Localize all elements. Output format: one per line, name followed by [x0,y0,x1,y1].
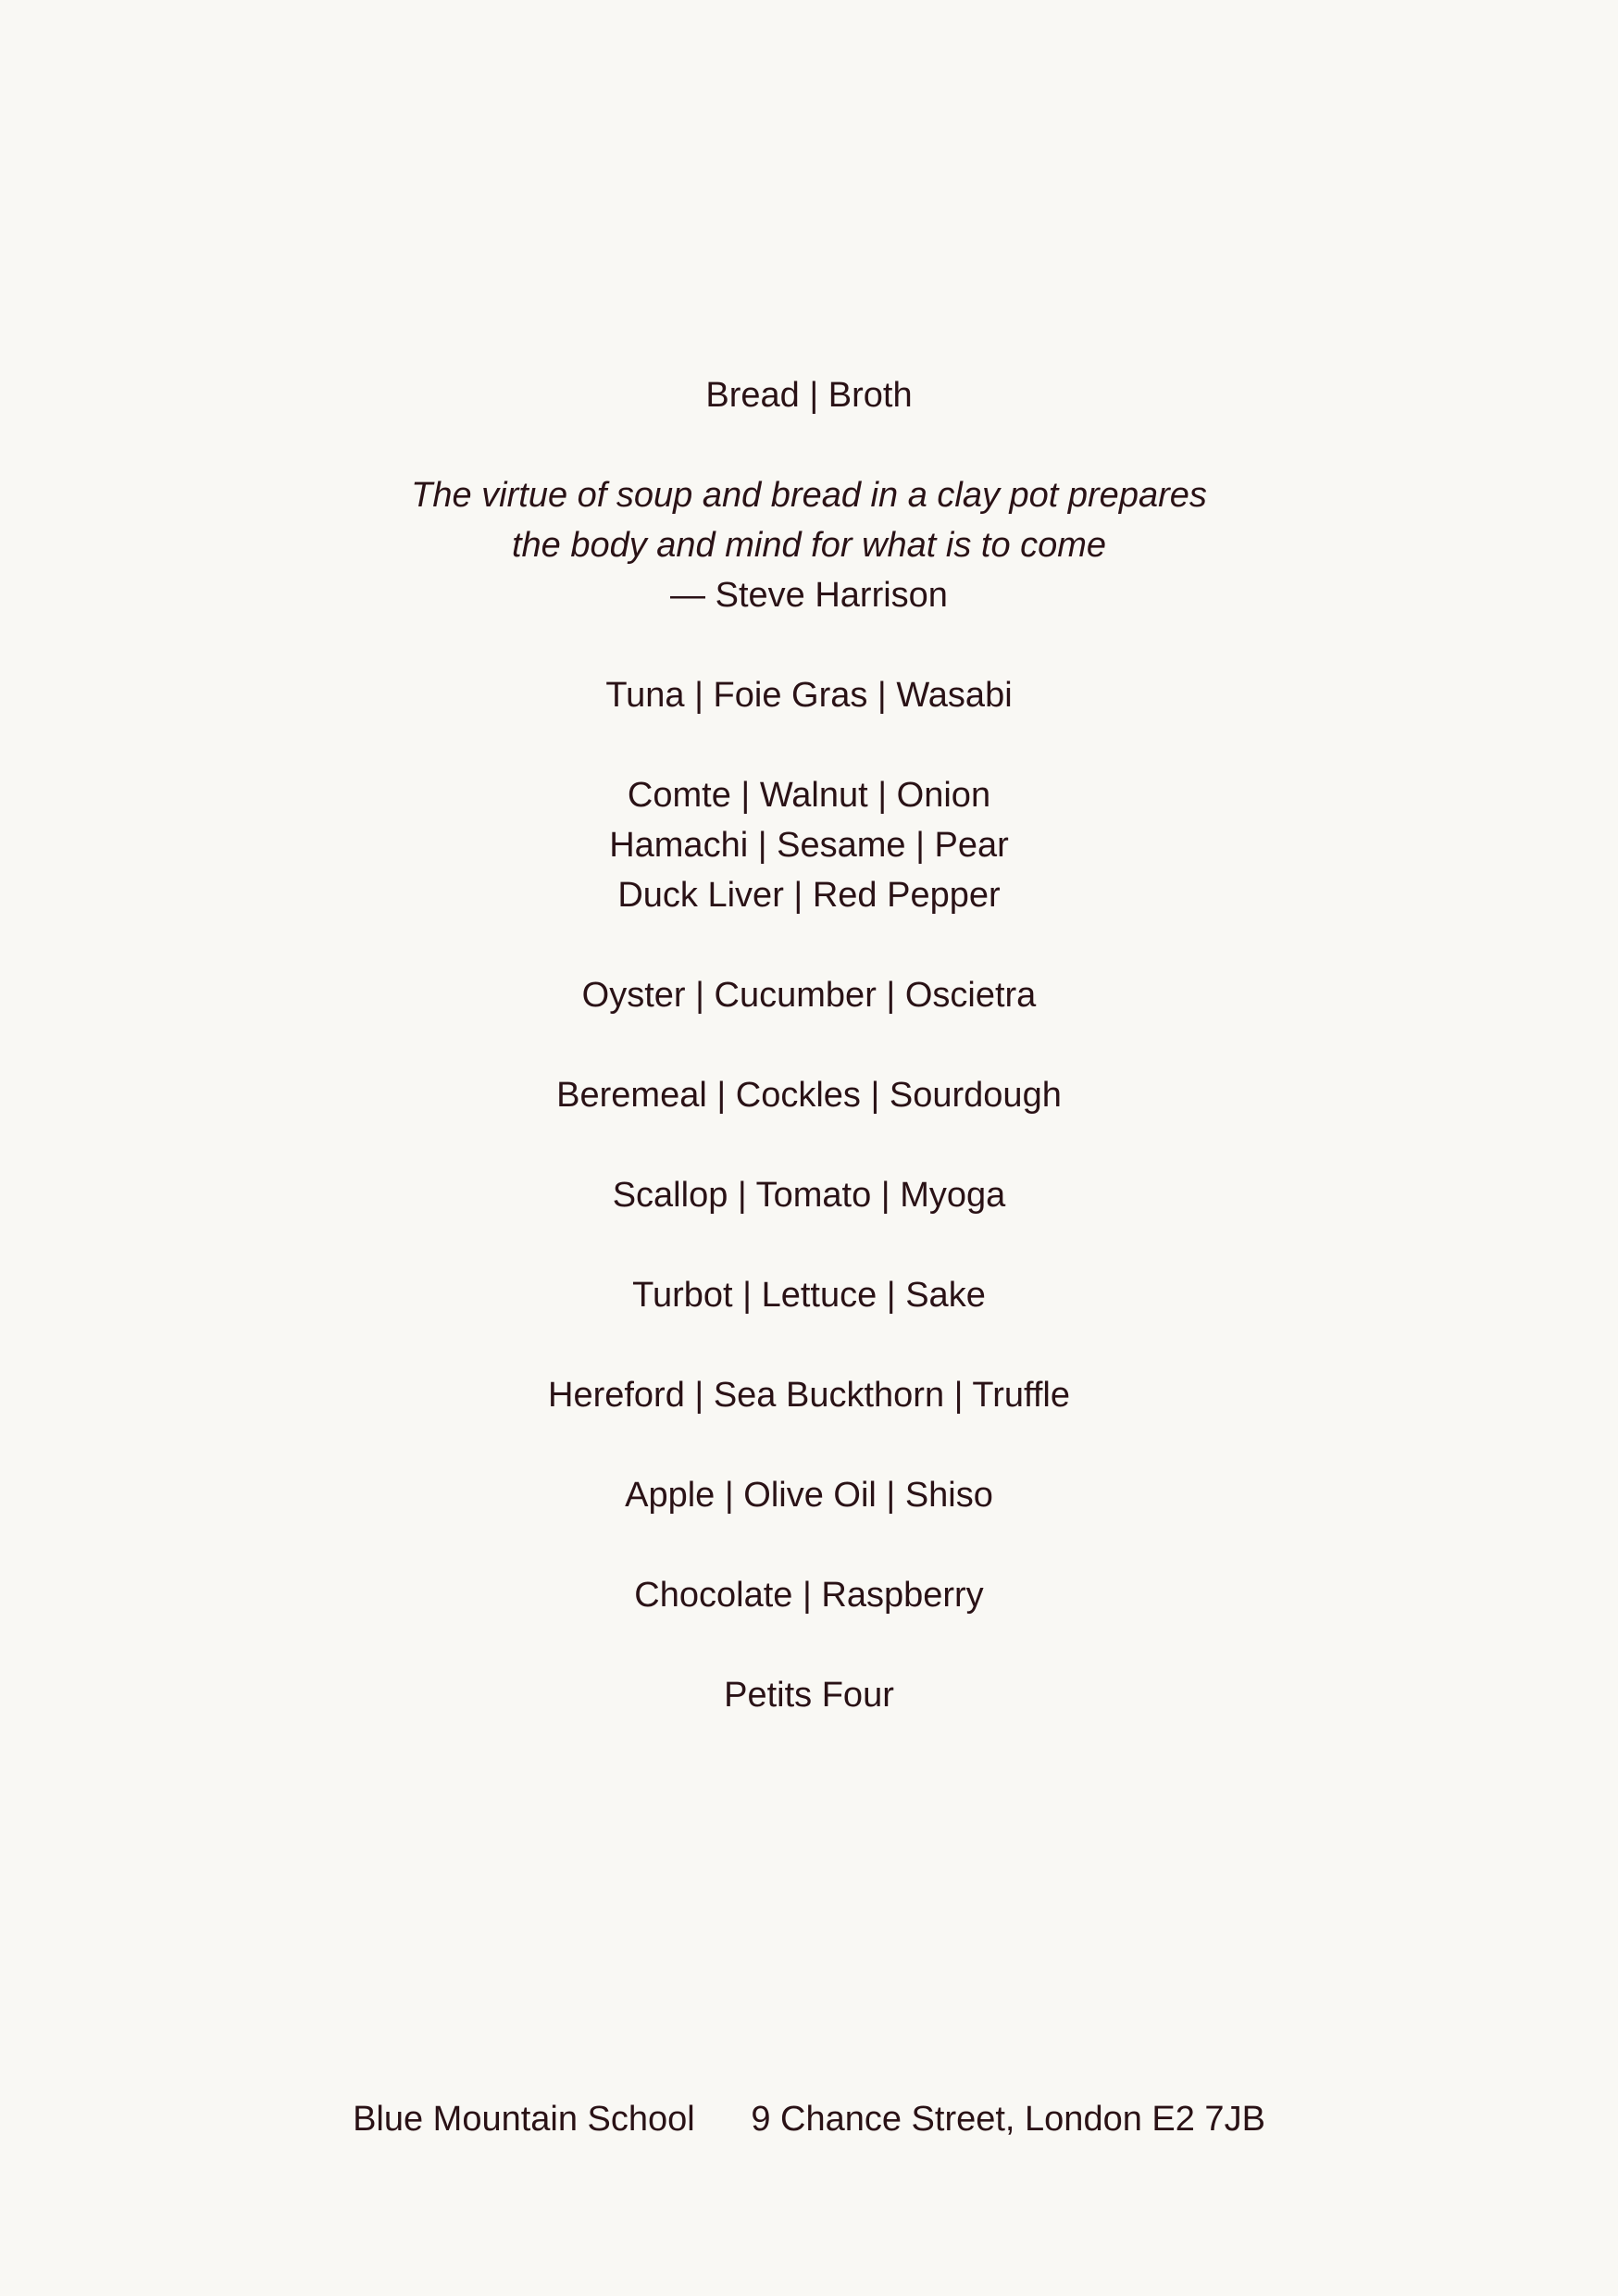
course-scallop: Scallop | Tomato | Myoga [612,1176,1006,1215]
course-tuna: Tuna | Foie Gras | Wasabi [605,676,1013,715]
course-line-hamachi: Hamachi | Sesame | Pear [609,826,1009,865]
course-chocolate: Chocolate | Raspberry [634,1576,984,1615]
tasting-menu [0,370,1618,1770]
course-petits-four: Petits Four [724,1676,894,1715]
menu-footer [0,2094,1618,2144]
course-bread-broth: Bread | Broth [705,376,913,415]
course-hereford: Hereford | Sea Buckthorn | Truffle [548,1376,1070,1415]
course-beremeal: Beremeal | Cockles | Sourdough [556,1076,1062,1115]
course-line-duck-liver: Duck Liver | Red Pepper [617,876,1001,915]
course-snacks [0,770,1618,920]
quote-line-2: the body and mind for what is to come [511,526,1107,565]
menu-quote [0,470,1618,620]
quote-attribution: — Steve Harrison [670,576,948,615]
course-line-comte: Comte | Walnut | Onion [627,776,991,815]
venue-name: Blue Mountain School [353,2100,695,2139]
course-oyster: Oyster | Cucumber | Oscietra [581,976,1037,1015]
course-apple: Apple | Olive Oil | Shiso [625,1476,993,1515]
quote-line-1: The virtue of soup and bread in a clay pot prepares [411,476,1207,515]
course-turbot: Turbot | Lettuce | Sake [632,1276,986,1315]
venue-address: 9 Chance Street, London E2 7JB [751,2100,1265,2139]
